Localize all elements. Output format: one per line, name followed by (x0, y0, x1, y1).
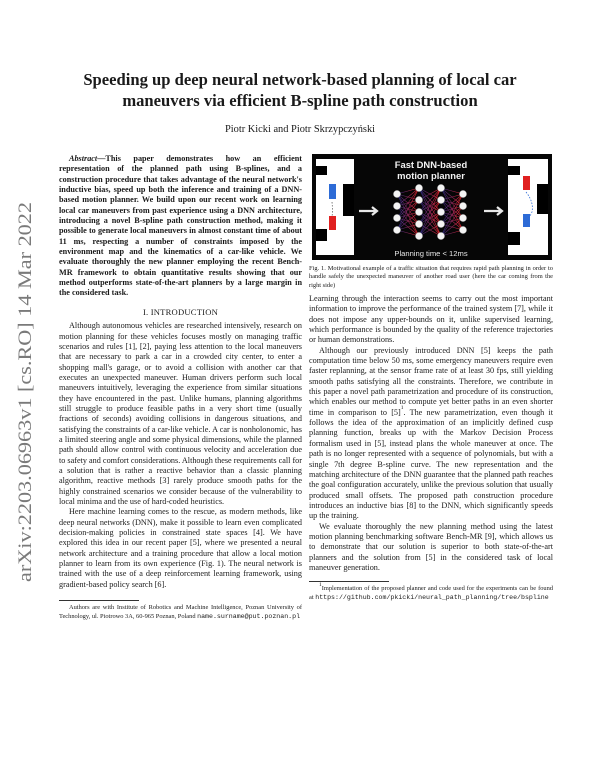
scene-right-panel (508, 159, 548, 255)
blue-car-icon (329, 184, 336, 199)
network-node (393, 202, 400, 209)
network-node (459, 226, 466, 233)
figure-1 (312, 154, 552, 260)
intro-paragraph-1: Although autonomous vehicles are researched intensively, research on motion planning for these vehicles focuses mostly on managing traffic scenarios and rules [1], [2], paying less attention to the local maneuvers that are necessary to park a car in a crowded city center, to enter a shopping mall's garage, or to avoid a collision with another car that executes an unexpected maneuver. Human drivers perform such local maneuvers intuitively, leveraging the experience from similar situations they have encountered in the past. Unlike humans, planning algorithms still struggle to produce feasible paths in a very short time (usually fractions of seconds) avoiding collisions in dangerous situations, and satisfying the constraints of a car-like vehicle. A car is nonholonomic, has a limited steering angle and some physical dimensions, while the planned path should allow control with continuous velocity and acceleration due to safety and comfort considerations. Although these requirements call for a solution that is rather a reactive behavior than a classic planning algorithm, reactive methods [3] rarely produce smooth paths for the highly constrained scenarios we consider because of the vulnerability to local minima and the use of hard-coded heuristics. (59, 321, 302, 506)
network-node (459, 214, 466, 221)
blue-car-right-icon (523, 214, 530, 227)
arrow-out-icon (484, 207, 502, 215)
network-node (393, 214, 400, 221)
neural-network-icon (397, 188, 463, 236)
footnote-ref[interactable]: 1 (400, 404, 404, 411)
figure-title-1: Fast DNN-based (394, 159, 468, 170)
network-node (393, 226, 400, 233)
paper-authors: Piotr Kicki and Piotr Skrzypczyński (224, 124, 376, 135)
affiliation-note (59, 604, 302, 621)
abstract (59, 154, 302, 299)
right-paragraph-2a: Although our previously introduced DNN [5] keeps the path computation time below 50 ms, some emergency maneuvers require even faster replanning, at the sensor frame rate of at least 30 fps, still yielding smooth paths satisfying all the constraints. Therefore, we contribute in this paper a novel path parametrization and procedure of its construction, which enables our method to compute yet better paths in an even shorter time in comparison to [5] (309, 345, 553, 417)
network-node (415, 220, 422, 227)
right-paragraph-2b: . The new parametrization, even though it follows the idea of the approximation of an implicitly defined cusp planning function, breaks up with the Markov Decision Process formalism used in [5], instead plans the whole maneuver at once. The path is no longer represented with a sequence of polynomials, but with a single 7th degree B-spline curve. The new representation and the matching architecture of the DNN guarantee that the planned path reaches the goal configuration accurately, unlike the previous solution that usually produced small offsets. The proposed path construction procedure introduces an inductive bias [8] to the DNN, which significantly speeds up the training. (309, 407, 553, 521)
red-car-icon (329, 216, 336, 230)
right-paragraph-3: We evaluate thoroughly the new planning method using the latest motion planning benchmarking software Bench-MR [9], which allows us to demonstrate that our solution is superior to both state-of-the-art planners and the solution from [5] in the considered task of local maneuver generation. (309, 521, 553, 572)
left-column (59, 154, 302, 621)
footnote-url[interactable]: https://github.com/pkicki/neural_path_planning/tree/bspline (315, 593, 549, 601)
paper-title: Speeding up deep neural network-based planning of local car maneuvers via efficient B-spline path construction (83, 70, 517, 110)
red-car-right-icon (523, 176, 530, 190)
right-paragraph-2 (309, 346, 553, 522)
network-node (437, 184, 444, 191)
footnote-rule (59, 600, 139, 601)
network-node (437, 232, 444, 239)
figure-title-2: motion planner (397, 170, 465, 181)
abstract-body: —This paper demonstrates how an efficient representation of the planned path using B-splines, and a construction procedure that takes advantage of the neural network's inductive bias, speed up both the inference and training of a DNN-based motion planner. We build upon our recent work on learning local car maneuvers from past experience using a DNN architecture, introducing a novel B-spline path construction method, making it possible to generate local maneuvers in almost constant time of about 11 ms, respecting a number of constraints imposed by the environment map and the kinematics of a car-like vehicle. We evaluate thoroughly the new planner employing the recent Bench-MR framework to obtain quantitative results showing that our method outperforms state-of-the-art planners by a large margin in the considered task. (59, 154, 302, 298)
section-heading: I. INTRODUCTION (142, 306, 219, 317)
affiliation-email[interactable]: name.surname@put.poznan.pl (197, 612, 301, 620)
figure-caption: Fig. 1. Motivational example of a traffic situation that requires rapid path planning in order to handle safely the unexpected maneuver of another road user (here the car coming from the right side) (309, 265, 553, 289)
network-node (437, 196, 444, 203)
arxiv-identifier (14, 201, 37, 582)
network-node (437, 220, 444, 227)
right-column (309, 294, 553, 602)
affiliation-text: Authors are with Institute of Robotics and Machine Intelligence, Poznan University of Technology, ul. Piotrowo 3A, 60-965 Poznan, Poland (59, 604, 302, 620)
arrow-in-icon (359, 207, 377, 215)
network-node (459, 190, 466, 197)
network-node (459, 202, 466, 209)
network-node (415, 208, 422, 215)
footnote-mark: 1 (319, 582, 322, 589)
right-paragraph-1: Learning through the interaction seems to carry out the most important information to improve the performance of the trained system [7], while it does not impose any upper-bounds on it, unlike supervised learning, which performance is bounded by the quality of the reference trajectories or human demonstrations. (309, 294, 553, 345)
footnote (309, 582, 553, 602)
abstract-label: Abstract (69, 154, 98, 163)
network-node (415, 184, 422, 191)
intro-paragraph-2: Here machine learning comes to the rescue, as modern methods, like deep neural networks (DNN), make it possible to learn even complicated decision-making policies in constrained state spaces [4]. We have explored this idea in our recent paper [5], where we presented a neural network architecture and a training procedure that allow a local motion planner to learn from its own experience (Fig. 1). The neural network is trained with the use of a deep reinforcement learning framework, using gradient-based policy search [6]. (59, 507, 302, 589)
network-node (393, 190, 400, 197)
planning-time-label: Planning time < 12ms (394, 249, 468, 258)
arxiv-stamp-text: arXiv:2203.06963v1 [cs.RO] 14 Mar 2022 (16, 265, 36, 582)
scene-left-panel (316, 159, 354, 255)
network-node (415, 232, 422, 239)
network-node (415, 196, 422, 203)
footnote-text: Implementation of the proposed planner and code used for the experiments can be found at (309, 585, 553, 601)
network-node (437, 208, 444, 215)
